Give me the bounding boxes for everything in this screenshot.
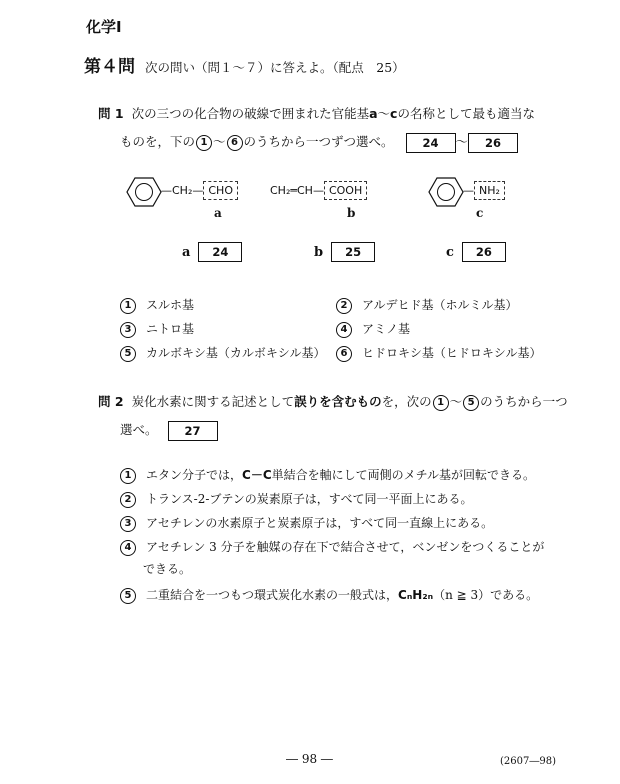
option-1-text: スルホ基 bbox=[146, 298, 195, 312]
group-c-box: NH₂ bbox=[474, 181, 505, 200]
subject-title: 化学Ⅰ bbox=[86, 18, 122, 36]
group-b-box: COOH bbox=[324, 181, 367, 200]
statement-5-text-end: （n ≧ 3）である。 bbox=[433, 588, 539, 602]
choice-marker-5: 5 bbox=[120, 346, 136, 362]
answer-a bbox=[182, 242, 242, 262]
statement-1-text: エタン分子では， bbox=[146, 468, 243, 482]
option-2[interactable] bbox=[336, 296, 518, 314]
choice-marker-3: 3 bbox=[120, 322, 136, 338]
answer-b bbox=[314, 242, 375, 262]
answer-box-24[interactable]: 24 bbox=[406, 133, 456, 153]
answer-box-25[interactable]: 25 bbox=[331, 242, 375, 262]
group-a-box: CHO bbox=[203, 181, 238, 200]
option-5[interactable] bbox=[120, 344, 325, 362]
q1-text bbox=[98, 100, 568, 156]
answer-box-24[interactable]: 24 bbox=[198, 242, 242, 262]
q2-text bbox=[98, 388, 568, 444]
page-code: (2607―98) bbox=[500, 756, 556, 767]
q2-line1: 炭化水素に関する記述として bbox=[131, 394, 295, 409]
q2-line1-end: のうちから一つ bbox=[480, 394, 568, 409]
q1-line1-end: の名称として最も適当な bbox=[397, 106, 535, 121]
molecule-c-label: c bbox=[476, 206, 484, 220]
option-3-text: ニトロ基 bbox=[146, 322, 195, 336]
statement-3[interactable] bbox=[120, 514, 493, 532]
benzene-ring-icon bbox=[428, 176, 464, 208]
q2-emphasis: 誤りを含むもの bbox=[294, 394, 382, 409]
choice-marker-2: 2 bbox=[336, 298, 352, 314]
statement-2-text: トランス-2-ブテンの炭素原子は，すべて同一平面上にある。 bbox=[146, 492, 473, 506]
option-6-text: ヒドロキシ基（ヒドロキシル基） bbox=[362, 346, 542, 360]
option-2-text: アルデヒド基（ホルミル基） bbox=[362, 298, 518, 312]
statement-5[interactable] bbox=[120, 586, 538, 604]
answer-box-27[interactable]: 27 bbox=[168, 421, 218, 441]
q1-var-c: c bbox=[390, 106, 398, 121]
q1-var-a: a bbox=[369, 106, 378, 121]
option-4-text: アミノ基 bbox=[362, 322, 411, 336]
benzene-ring-icon bbox=[126, 176, 162, 208]
statement-1[interactable] bbox=[120, 466, 535, 484]
answer-c bbox=[446, 242, 506, 262]
q2-tilde: ～ bbox=[449, 394, 463, 409]
box-tilde: ～ bbox=[455, 134, 469, 149]
choice-marker-6: 6 bbox=[227, 135, 243, 151]
answer-b-label: b bbox=[314, 244, 324, 260]
molecule-a-label: a bbox=[214, 206, 222, 220]
statement-2[interactable] bbox=[120, 490, 473, 508]
option-3[interactable] bbox=[120, 320, 194, 338]
choice-marker-4: 4 bbox=[336, 322, 352, 338]
statement-4-text: アセチレン 3 分子を触媒の存在下で結合させて，ベンゼンをつくることが bbox=[146, 540, 545, 554]
statement-4[interactable] bbox=[120, 538, 544, 556]
question-number: 第４問 bbox=[84, 57, 135, 77]
question-header bbox=[84, 52, 405, 77]
statement-5-formula: CₙH₂ₙ bbox=[398, 588, 434, 602]
choice-marker-4: 4 bbox=[120, 540, 136, 556]
choice-marker-5: 5 bbox=[120, 588, 136, 604]
answer-box-26[interactable]: 26 bbox=[462, 242, 506, 262]
choice-marker-1: 1 bbox=[433, 395, 449, 411]
statement-4-continuation: できる。 bbox=[143, 562, 192, 576]
choice-marker-6: 6 bbox=[336, 346, 352, 362]
q2-line2: 選べ。 bbox=[120, 422, 158, 437]
answer-box-26[interactable]: 26 bbox=[468, 133, 518, 153]
molecule-b-label: b bbox=[347, 206, 356, 220]
page-number: ― 98 ― bbox=[286, 752, 333, 766]
q1-line2-end: のうちから一つずつ選べ。 bbox=[243, 134, 394, 149]
option-4[interactable] bbox=[336, 320, 410, 338]
q2-label: 問 2 bbox=[98, 394, 124, 409]
option-6[interactable] bbox=[336, 344, 541, 362]
molecule-b-bond: ═ bbox=[290, 184, 297, 197]
q1-line1: 次の三つの化合物の破線で囲まれた官能基 bbox=[131, 106, 370, 121]
q1-label: 問 1 bbox=[98, 106, 124, 121]
choice-marker-2: 2 bbox=[120, 492, 136, 508]
molecule-b-mid: CH bbox=[297, 184, 313, 197]
statement-1-text-end: 単結合を軸にして両側のメチル基が回転できる。 bbox=[271, 468, 536, 482]
statement-5-text: 二重結合を一つもつ環式炭化水素の一般式は， bbox=[146, 588, 399, 602]
molecule-a-chain: CH₂ bbox=[172, 184, 193, 197]
choice-marker-1: 1 bbox=[120, 298, 136, 314]
option-1[interactable] bbox=[120, 296, 194, 314]
choice-marker-5: 5 bbox=[463, 395, 479, 411]
q1-tilde1: ～ bbox=[377, 106, 391, 121]
q2-line1-mid: を，次の bbox=[381, 394, 432, 409]
molecule-b-prefix: CH₂ bbox=[270, 184, 291, 197]
statement-1-formula: C－C bbox=[242, 468, 272, 482]
q1-tilde2: ～ bbox=[213, 134, 226, 149]
answer-a-label: a bbox=[182, 244, 191, 260]
choice-marker-1: 1 bbox=[120, 468, 136, 484]
question-instruction: 次の問い（問１～７）に答えよ。（配点 25） bbox=[145, 60, 405, 75]
choice-marker-3: 3 bbox=[120, 516, 136, 532]
choice-marker-1: 1 bbox=[196, 135, 212, 151]
q1-line2: ものを，下の bbox=[120, 134, 196, 149]
option-5-text: カルボキシ基（カルボキシル基） bbox=[146, 346, 326, 360]
statement-3-text: アセチレンの水素原子と炭素原子は，すべて同一直線上にある。 bbox=[146, 516, 494, 530]
answer-c-label: c bbox=[446, 244, 454, 260]
